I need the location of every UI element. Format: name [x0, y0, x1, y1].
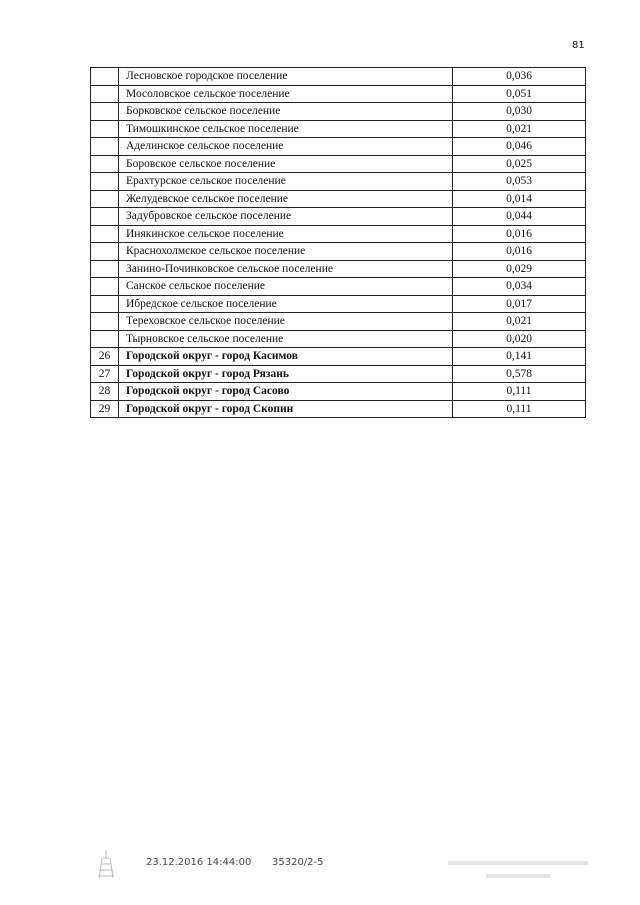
table-row	[91, 225, 586, 243]
municipality-name: Ерахтурское сельское поселение	[119, 173, 453, 191]
row-number	[91, 120, 119, 138]
row-number: 29	[91, 400, 119, 418]
municipality-name: Краснохолмское сельское поселение	[119, 243, 453, 261]
row-number	[91, 68, 119, 86]
coefficient-value: 0,014	[453, 190, 586, 208]
table-body	[91, 68, 586, 418]
coefficient-value: 0,034	[453, 278, 586, 296]
table-row	[91, 190, 586, 208]
coefficient-value: 0,578	[453, 365, 586, 383]
page-number: 81	[572, 40, 585, 51]
row-number	[91, 243, 119, 261]
faint-scan-mark	[448, 858, 588, 871]
table-row	[91, 330, 586, 348]
coefficients-table	[90, 67, 586, 418]
table-row	[91, 365, 586, 383]
coefficient-value: 0,016	[453, 225, 586, 243]
coefficient-value: 0,046	[453, 138, 586, 156]
row-number	[91, 278, 119, 296]
municipality-name: Занино-Починковское сельское поселение	[119, 260, 453, 278]
municipality-name: Борковское сельское поселение	[119, 103, 453, 121]
coefficient-value: 0,025	[453, 155, 586, 173]
coefficient-value: 0,016	[453, 243, 586, 261]
row-number	[91, 208, 119, 226]
coefficient-value: 0,017	[453, 295, 586, 313]
municipality-name: Инякинское сельское поселение	[119, 225, 453, 243]
row-number	[91, 103, 119, 121]
row-number	[91, 155, 119, 173]
municipality-name: Санское сельское поселение	[119, 278, 453, 296]
table-row	[91, 260, 586, 278]
coefficient-value: 0,044	[453, 208, 586, 226]
municipality-name: Тимошкинское сельское поселение	[119, 120, 453, 138]
table-row	[91, 208, 586, 226]
table-row	[91, 173, 586, 191]
footer-document-code: 35320/2-5	[272, 857, 324, 868]
municipality-name: Городской округ - город Касимов	[119, 348, 453, 366]
table-row	[91, 313, 586, 331]
municipality-name: Городской округ - город Скопин	[119, 400, 453, 418]
row-number	[91, 295, 119, 313]
row-number	[91, 85, 119, 103]
row-number	[91, 260, 119, 278]
coefficient-value: 0,111	[453, 383, 586, 401]
municipality-name: Городской округ - город Рязань	[119, 365, 453, 383]
coefficient-value: 0,111	[453, 400, 586, 418]
municipality-name: Желудевское сельское поселение	[119, 190, 453, 208]
row-number	[91, 225, 119, 243]
table-row	[91, 155, 586, 173]
municipality-name: Тырновское сельское поселение	[119, 330, 453, 348]
row-number: 26	[91, 348, 119, 366]
row-number	[91, 190, 119, 208]
coefficient-value: 0,141	[453, 348, 586, 366]
row-number: 27	[91, 365, 119, 383]
table-row	[91, 85, 586, 103]
municipality-name: Боровское сельское поселение	[119, 155, 453, 173]
faint-scan-mark-2	[486, 871, 550, 884]
footer-datetime: 23.12.2016 14:44:00	[146, 857, 252, 868]
table-row	[91, 383, 586, 401]
municipality-name: Ибредское сельское поселение	[119, 295, 453, 313]
row-number	[91, 173, 119, 191]
table-row	[91, 243, 586, 261]
row-number	[91, 313, 119, 331]
stamp-mark-icon	[95, 848, 117, 882]
table-row	[91, 295, 586, 313]
row-number	[91, 330, 119, 348]
coefficient-value: 0,029	[453, 260, 586, 278]
coefficient-value: 0,030	[453, 103, 586, 121]
coefficient-value: 0,053	[453, 173, 586, 191]
table-row	[91, 103, 586, 121]
municipality-name: Тереховское сельское поселение	[119, 313, 453, 331]
municipality-name: Задубровское сельское поселение	[119, 208, 453, 226]
row-number	[91, 138, 119, 156]
row-number: 28	[91, 383, 119, 401]
table-row	[91, 120, 586, 138]
coefficient-value: 0,020	[453, 330, 586, 348]
municipality-name: Городской округ - город Сасово	[119, 383, 453, 401]
coefficient-value: 0,021	[453, 120, 586, 138]
municipality-name: Лесновское городское поселение	[119, 68, 453, 86]
table-row	[91, 278, 586, 296]
coefficient-value: 0,021	[453, 313, 586, 331]
coefficient-value: 0,051	[453, 85, 586, 103]
table-row	[91, 400, 586, 418]
municipality-name: Аделинское сельское поселение	[119, 138, 453, 156]
table-row	[91, 68, 586, 86]
municipality-name: Мосоловское сельское поселение	[119, 85, 453, 103]
table-row	[91, 348, 586, 366]
table-row	[91, 138, 586, 156]
coefficient-value: 0,036	[453, 68, 586, 86]
